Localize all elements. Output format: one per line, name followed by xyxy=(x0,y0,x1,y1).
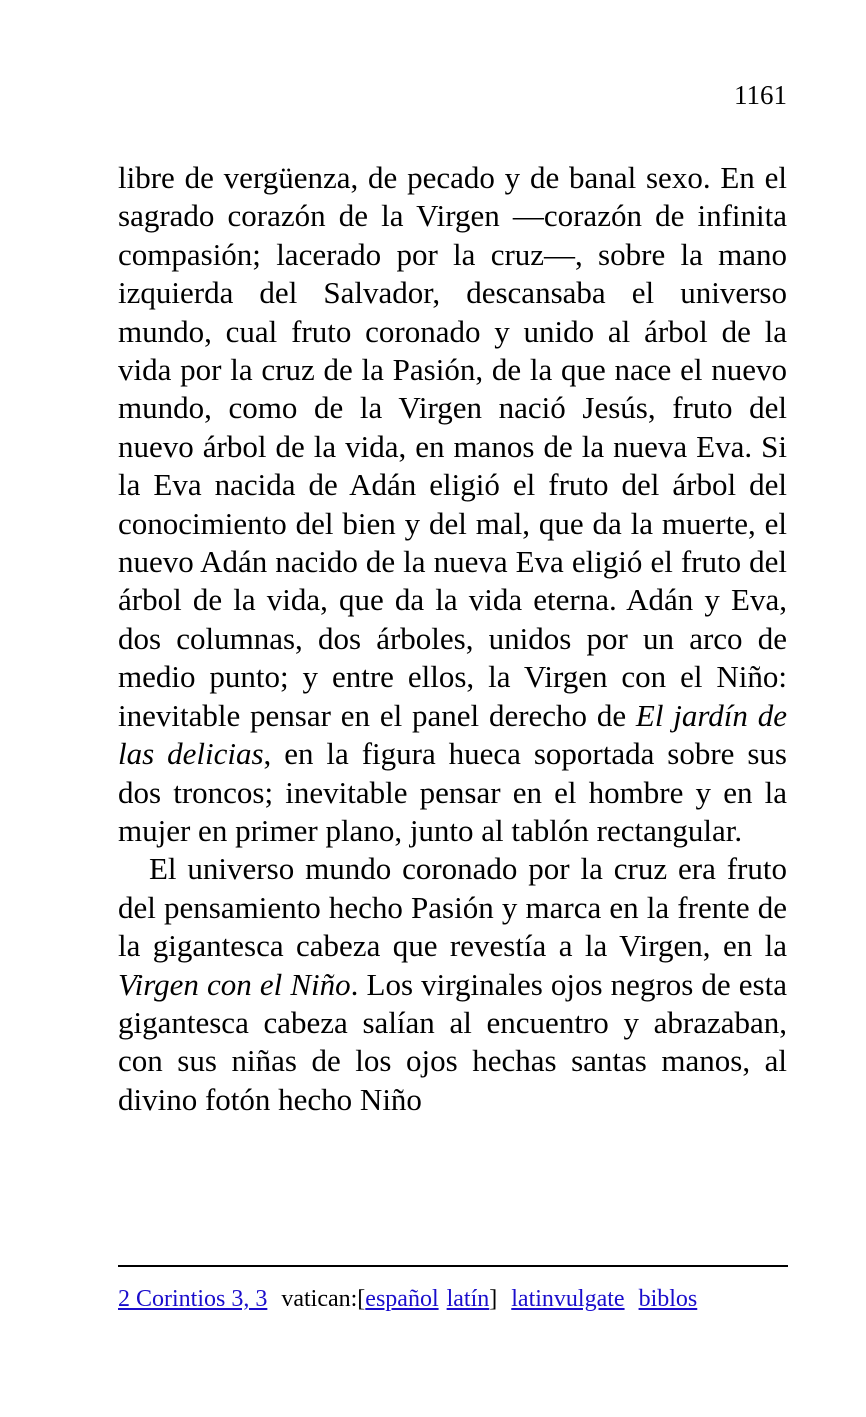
paragraph-1 xyxy=(118,159,787,850)
vatican-close-bracket: ] xyxy=(489,1286,498,1312)
latinvulgate-link[interactable]: latinvulgate xyxy=(511,1286,625,1312)
latin-link[interactable]: latín xyxy=(446,1286,490,1312)
artwork-title-virgin-and-child: Virgen con el Niño xyxy=(118,966,351,1002)
espanol-link[interactable]: español xyxy=(365,1286,439,1312)
body-text xyxy=(118,159,787,1119)
paragraph-2-text-a: El universo mundo coronado por la cruz era fruto del pensamiento hecho Pasión y marca en la frente de la gigantesca cabeza que revestía a la Virgen, en la xyxy=(118,851,787,964)
paragraph-2 xyxy=(118,850,787,1119)
paragraph-1-text-a: libre de vergüenza, de pecado y de banal sexo. En el sagrado corazón de la Virgen —corazón de infinita compasión; lacerado por la cruz—, sobre la mano izquierda del Salvador, descansaba el universo mundo, cual fruto coronado y unido al árbol de la vida por la cruz de la Pasión, de la que nace el nuevo mundo, como de la Virgen nació Jesús, fruto del nuevo árbol de la vida, en manos de la nueva Eva. Si la Eva nacida de Adán eligió el fruto del árbol del conocimiento del bien y del mal, que da la muerte, el nuevo Adán nacido de la nueva Eva eligió el fruto del árbol de la vida, que da la vida eterna. Adán y Eva, dos columnas, dos árboles, unidos por un arco de medio punto; y entre ellos, la Virgen con el Niño: inevitable pensar en el panel derecho de xyxy=(118,160,787,733)
biblos-link[interactable]: biblos xyxy=(638,1286,698,1312)
paragraph-2-text-b: . Los virginales ojos negros de esta gigantesca cabeza salían al encuentro y abrazaban, con sus niñas de los ojos hechas santas manos, al divino fotón hecho Niño xyxy=(118,966,787,1117)
scripture-reference-link[interactable]: 2 Corintios 3, 3 xyxy=(118,1286,268,1312)
artwork-title-garden-of-delights: El jardín de las delicias xyxy=(118,697,787,772)
paragraph-1-text-b: , en la figura hueca soportada sobre sus dos troncos; inevitable pensar en el hombre y en la mujer en primer plano, junto al tablón rectangular. xyxy=(118,736,787,848)
footnote-divider xyxy=(118,1265,788,1267)
footnote xyxy=(118,1284,697,1314)
vatican-label: vatican:[ xyxy=(281,1286,366,1312)
page-number: 1161 xyxy=(734,80,787,110)
